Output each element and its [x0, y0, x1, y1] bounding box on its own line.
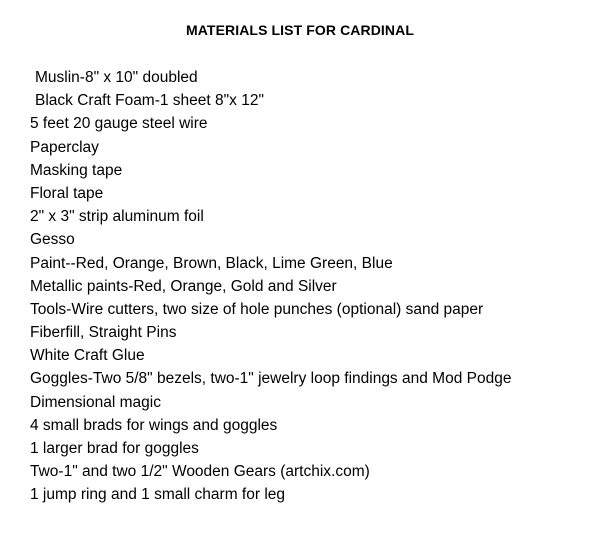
list-item: Goggles-Two 5/8" bezels, two-1" jewelry loop findings and Mod Podge	[30, 370, 512, 388]
list-item: Gesso	[30, 231, 75, 249]
list-item: 1 jump ring and 1 small charm for leg	[30, 486, 286, 504]
list-item: 5 feet 20 gauge steel wire	[30, 115, 208, 133]
list-item: Paint--Red, Orange, Brown, Black, Lime Green, Blue	[30, 254, 393, 272]
list-item: Muslin-8" x 10" doubled	[35, 69, 198, 86]
document-title: MATERIALS LIST FOR CARDINAL	[186, 22, 414, 38]
list-item: 4 small brads for wings and goggles	[30, 416, 278, 434]
list-item: Masking tape	[30, 161, 123, 179]
list-item: Two-1" and two 1/2" Wooden Gears (artchix.com)	[30, 463, 370, 481]
list-item: 2" x 3" strip aluminum foil	[30, 208, 204, 226]
list-item: Floral tape	[30, 184, 104, 202]
list-item: Metallic paints-Red, Orange, Gold and Silver	[30, 277, 337, 295]
list-item: Fiberfill, Straight Pins	[30, 324, 177, 342]
list-item: Black Craft Foam-1 sheet 8"x 12"	[35, 92, 264, 110]
list-item: 1 larger brad for goggles	[30, 440, 199, 457]
list-item: Paperclay	[30, 138, 99, 156]
list-item: Dimensional magic	[30, 393, 161, 411]
materials-list	[30, 66, 511, 507]
list-item: White Craft Glue	[30, 347, 145, 365]
list-item: Tools-Wire cutters, two size of hole punches (optional) sand paper	[30, 300, 484, 318]
